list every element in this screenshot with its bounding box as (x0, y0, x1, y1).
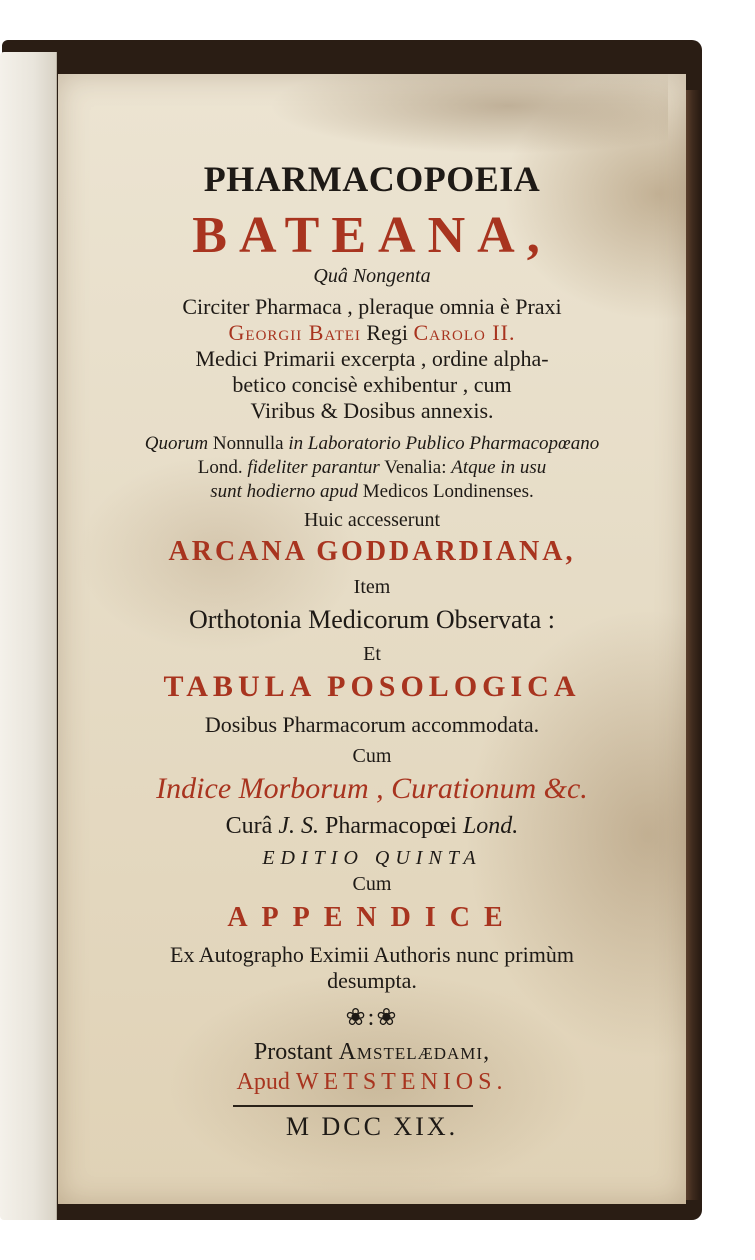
imprint-line-2 (58, 1070, 686, 1094)
description-line-3: Medici Primarii excerpta , ordine alpha- (195, 346, 549, 371)
huic-accesserunt: Huic accesserunt (303, 509, 441, 531)
imprint-rule (233, 1105, 473, 1107)
description-line-1: Circiter Pharmaca , pleraque omnia è Praxi (182, 294, 562, 319)
printer-name: WETSTENIOS. (295, 1069, 508, 1095)
atque-text: Atque in usu (451, 457, 547, 478)
king-name: Carolo II. (413, 320, 516, 345)
left-page-edge (0, 52, 57, 1220)
city-name: Amstelædami, (338, 1039, 491, 1065)
description-line-2 (58, 322, 686, 344)
cura-line (58, 814, 686, 838)
quorum-line-3 (58, 482, 686, 501)
cum-word-2: Cum (352, 873, 392, 895)
quorum-word: Quorum (144, 433, 209, 454)
prostant-word: Prostant (253, 1039, 339, 1065)
regi-text: Regi (360, 320, 414, 345)
nonnulla-word: Nonnulla (208, 433, 289, 454)
lond-abbrev: Lond. (197, 457, 248, 478)
printer-ornament-icon: ❀:❀ (345, 1005, 399, 1031)
title-line-2: BATEANA, (192, 207, 552, 264)
autographo-line-2: desumpta. (327, 968, 417, 993)
indice-heading: Indice Morborum , Curationum &c. (156, 772, 588, 805)
description-line-4: betico concisè exhibentur , cum (232, 372, 512, 397)
author-name: Georgii Batei (228, 320, 361, 345)
venalia-word: Venalia: (379, 457, 452, 478)
cura-word: Curâ (225, 813, 279, 839)
et-word: Et (363, 643, 381, 665)
item-word: Item (353, 576, 391, 598)
dosibus-line: Dosibus Pharmacorum accommodata. (204, 712, 540, 737)
imprint-line-1 (58, 1040, 686, 1064)
appendice-heading: APPENDICE (227, 902, 517, 933)
sunt-hodierno-text: sunt hodierno apud (210, 481, 359, 502)
fideliter-text: fideliter parantur (247, 457, 380, 478)
publication-date: M DCC XIX. (285, 1112, 459, 1141)
cum-word-1: Cum (352, 745, 392, 767)
water-stain (268, 74, 668, 154)
laboratorio-text: in Laboratorio Publico Pharmacopœano (288, 433, 600, 454)
pharmacopoei-word: Pharmacopœi (318, 813, 463, 839)
title-page (58, 74, 686, 1204)
apud-word: Apud (236, 1069, 296, 1095)
tabula-heading: TABULA POSOLOGICA (163, 670, 581, 703)
arcana-heading: ARCANA GODDARDIANA, (168, 536, 576, 567)
quorum-line-1 (58, 434, 686, 453)
lond-word: Lond. (462, 813, 519, 839)
autographo-line-1: Ex Autographo Eximii Authoris nunc primùm (170, 942, 574, 967)
qua-nongenta: Quâ Nongenta (313, 265, 431, 287)
medicos-text: Medicos Londinenses. (358, 481, 534, 502)
title-line-1: PHARMACOPOEIA (203, 159, 541, 199)
orthotonia-line: Orthotonia Medicorum Observata : (188, 605, 556, 634)
quorum-line-2 (58, 458, 686, 477)
description-line-5: Viribus & Dosibus annexis. (250, 398, 494, 423)
editor-initials: J. S. (278, 813, 319, 839)
editio-line: EDITIO QUINTA (262, 847, 482, 869)
